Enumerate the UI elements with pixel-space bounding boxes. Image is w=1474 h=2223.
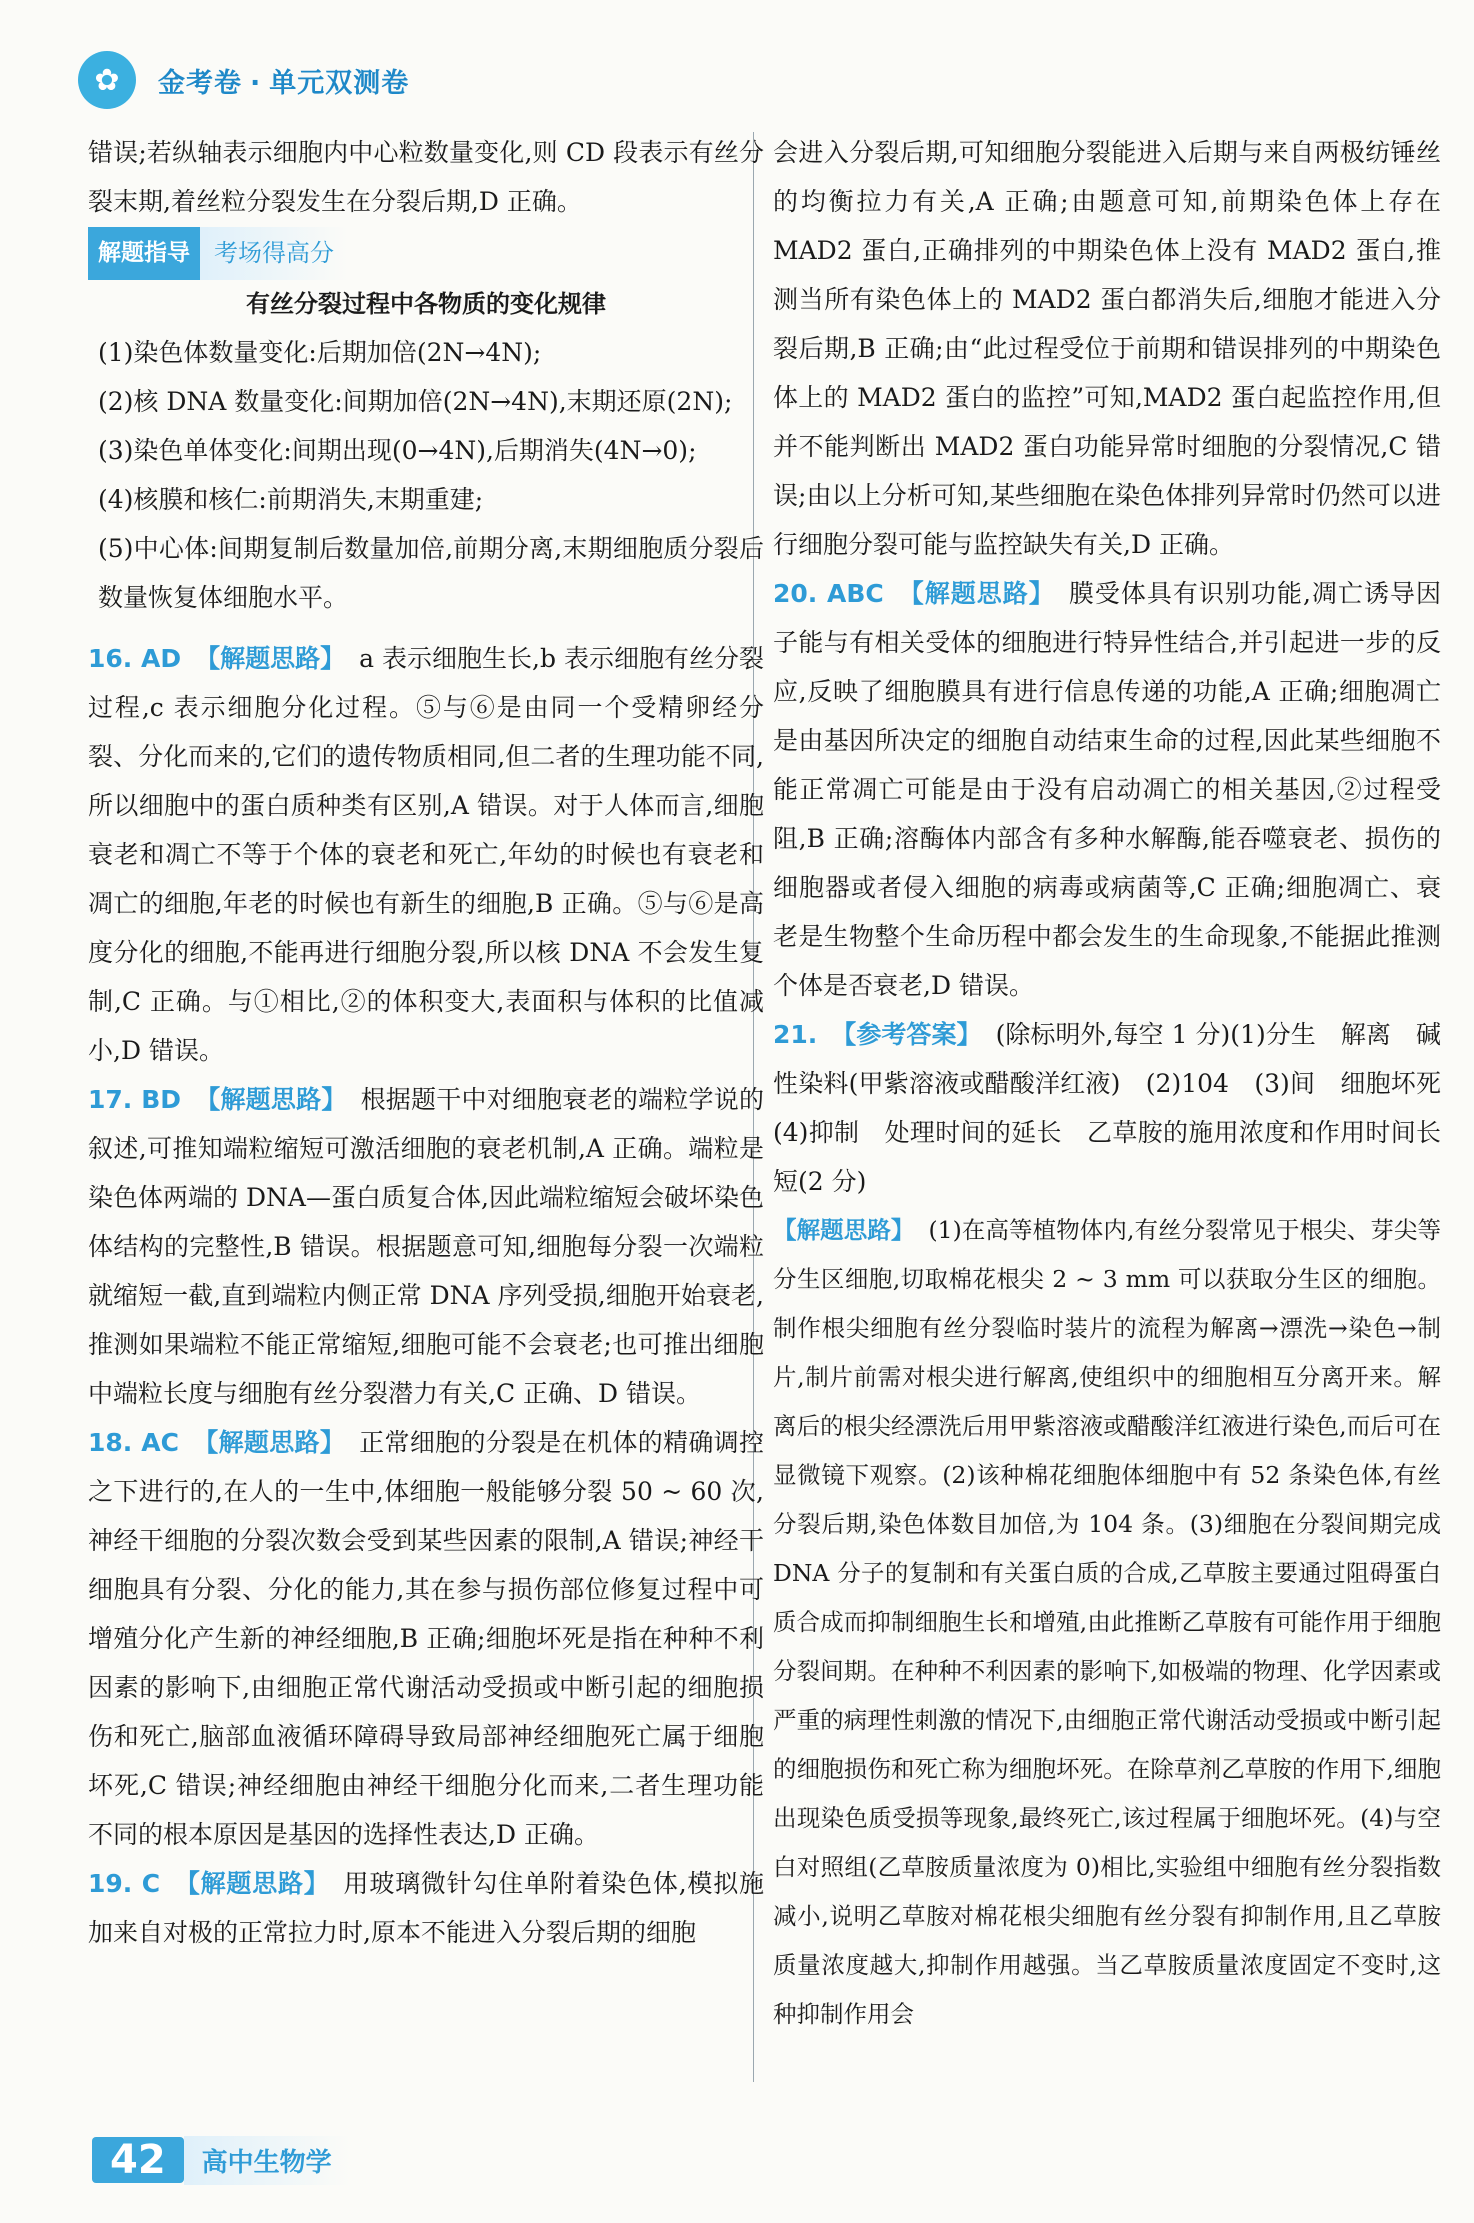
answer-tag: 【解题思路】 [898,579,1055,608]
answer-17 [88,1075,764,1418]
question-number: 21. [773,1020,818,1049]
answer-tag: 【参考答案】 [831,1020,982,1049]
question-number: 16. AD [88,644,182,673]
answer-18 [88,1418,764,1859]
answer-21-explanation [773,1206,1441,2039]
answer-text: (1)在高等植物体内,有丝分裂常见于根尖、芽尖等分生区细胞,切取棉花根尖 2 ~ 3 mm 可以获取分生区的细胞。制作根尖细胞有丝分裂临时装片的流程为解离→漂洗→染色→制片,制片前需对根尖进行解离,使组织中的细胞相互分离开来。解离后的根尖经漂洗后用甲紫溶液或醋酸洋红液进行染色,而后可在显微镜下观察。(2)该种棉花细胞体细胞中有 52 条染色体,有丝分裂后期,染色体数目加倍,为 104 条。(3)细胞在分裂间期完成 DNA 分子的复制和有关蛋白质的合成,乙草胺主要通过阻碍蛋白质合成而抑制细胞生长和增殖,由此推断乙草胺有可能作用于细胞分裂间期。在种种不利因素的影响下,如极端的物理、化学因素或严重的病理性刺激的情况下,由细胞正常代谢活动受损或中断引起的细胞损伤和死亡称为细胞坏死。在除草剂乙草胺的作用下,细胞出现染色质受损等现象,最终死亡,该过程属于细胞坏死。(4)与空白对照组(乙草胺质量浓度为 0)相比,实验组中细胞有丝分裂指数减小,说明乙草胺对棉花根尖细胞有丝分裂有抑制作用,且乙草胺质量浓度越大,抑制作用越强。当乙草胺质量浓度固定不变时,这种抑制作用会 [773,1216,1441,2028]
answer-tag: 【解题思路】 [195,1085,347,1114]
subject-label: 高中生物学 [184,2136,350,2185]
guide-banner [88,230,764,276]
answer-text: a 表示细胞生长,b 表示细胞有丝分裂过程,c 表示细胞分化过程。⑤与⑥是由同一个受精卵经分裂、分化而来的,它们的遗传物质相同,但二者的生理功能不同,所以细胞中的蛋白质种类有区别,A 错误。对于人体而言,细胞衰老和凋亡不等于个体的衰老和死亡,年幼的时候也有衰老和凋亡的细胞,年老的时候也有新生的细胞,B 正确。⑤与⑥是高度分化的细胞,不能再进行细胞分裂,所以核 DNA 不会发生复制,C 正确。与①相比,②的体积变大,表面积与体积的比值减小,D 错误。 [88,644,765,1065]
question-number: 20. ABC [773,579,884,608]
answer-21 [773,1010,1467,1206]
answer-tag: 【解题思路】 [195,644,346,673]
series-name: 单元双测卷 [269,67,410,99]
rule-item: (3)染色单体变化:间期出现(0→4N),后期消失(4N→0); [98,436,697,465]
rule-item: (5)中心体:间期复制后数量加倍,前期分离,末期细胞质分裂后数量恢复体细胞水平。 [98,534,764,612]
rule-list [88,328,764,622]
rule-item: (1)染色体数量变化:后期加倍(2N→4N); [98,338,542,367]
rule-item: (4)核膜和核仁:前期消失,末期重建; [98,485,484,514]
question-number: 19. C [88,1869,161,1898]
guide-label: 解题指导 [88,227,200,280]
guide-sub: 考场得高分 [200,227,348,280]
page-footer [92,2130,350,2190]
question-number: 17. BD [88,1085,182,1114]
page-header [78,48,409,112]
answer-text: 正常细胞的分裂是在机体的精确调控之下进行的,在人的一生中,体细胞一般能够分裂 50 ~ 60 次,神经干细胞的分裂次数会受到某些因素的限制,A 错误;神经干细胞具有分裂、分化的能力,其在参与损伤部位修复过程中可增殖分化产生新的神经细胞,B 正确;细胞坏死是指在种种不利因素的影响下,由细胞正常代谢活动受损或中断引起的细胞损伤和死亡,脑部血液循环障碍导致局部神经细胞死亡属于细胞坏死,C 错误;神经细胞由神经干细胞分化而来,二者生理功能不同的根本原因是基因的选择性表达,D 正确。 [88,1428,764,1849]
answer-tag: 【解题思路】 [773,1216,915,1244]
answer-text: (除标明外,每空 1 分)(1)分生 解离 碱性染料(甲紫溶液或醋酸洋红液) (2)104 (3)间 细胞坏死 (4)抑制 处理时间的延长 乙草胺的施用浓度和作用时间长短(2 分) [773,1020,1467,1196]
answer-19 [88,1859,764,1957]
answer-16 [88,634,764,1075]
rule-title: 有丝分裂过程中各物质的变化规律 [246,290,606,318]
left-column [88,128,764,1957]
page-number: 42 [92,2137,184,2183]
brand-title [158,61,409,100]
rule-item: (2)核 DNA 数量变化:间期加倍(2N→4N),末期还原(2N); [98,387,733,416]
intro-paragraph: 错误;若纵轴表示细胞内中心粒数量变化,则 CD 段表示有丝分裂末期,着丝粒分裂发生在分裂后期,D 正确。 [88,138,764,216]
answer-20 [773,569,1441,1010]
right-column [773,128,1467,2039]
brand-separator: · [250,67,262,99]
answer-tag: 【解题思路】 [174,1869,330,1898]
brand-name: 金考卷 [158,67,242,99]
answer-text: 用玻璃微针勾住单附着染色体,模拟施加来自对极的正常拉力时,原本不能进入分裂后期的细胞 [88,1869,764,1947]
question-number: 18. AC [88,1428,180,1457]
answer-text: 膜受体具有识别功能,凋亡诱导因子能与有相关受体的细胞进行特异性结合,并引起进一步的反应,反映了细胞膜具有进行信息传递的功能,A 正确;细胞凋亡是由基因所决定的细胞自动结束生命的过程,因此某些细胞不能正常凋亡可能是由于没有启动凋亡的相关基因,②过程受阻,B 正确;溶酶体内部含有多种水解酶,能吞噬衰老、损伤的细胞器或者侵入细胞的病毒或病菌等,C 正确;细胞凋亡、衰老是生物整个生命历程中都会发生的生命现象,不能据此推测个体是否衰老,D 错误。 [773,579,1441,1000]
answer-tag: 【解题思路】 [193,1428,346,1457]
answer-19-continued: 会进入分裂后期,可知细胞分裂能进入后期与来自两极纺锤丝的均衡拉力有关,A 正确;由题意可知,前期染色体上存在 MAD2 蛋白,正确排列的中期染色体上没有 MAD2 蛋白,推测当所有染色体上的 MAD2 蛋白都消失后,细胞才能进入分裂后期,B 正确;由“此过程受位于前期和错误排列的中期染色体上的 MAD2 蛋白的监控”可知,MAD2 蛋白起监控作用,但并不能判断出 MAD2 蛋白功能异常时细胞的分裂情况,C 错误;由以上分析可知,某些细胞在染色体排列异常时仍然可以进行细胞分裂可能与监控缺失有关,D 正确。 [773,138,1441,559]
answer-text: 根据题干中对细胞衰老的端粒学说的叙述,可推知端粒缩短可激活细胞的衰老机制,A 正确。端粒是染色体两端的 DNA—蛋白质复合体,因此端粒缩短会破坏染色体结构的完整性,B 错误。根据题意可知,细胞每分裂一次端粒就缩短一截,直到端粒内侧正常 DNA 序列受损,细胞开始衰老,推测如果端粒不能正常缩短,细胞可能不会衰老;也可推出细胞中端粒长度与细胞有丝分裂潜力有关,C 正确、D 错误。 [88,1085,764,1408]
brand-logo-icon: ✿ [78,51,136,109]
